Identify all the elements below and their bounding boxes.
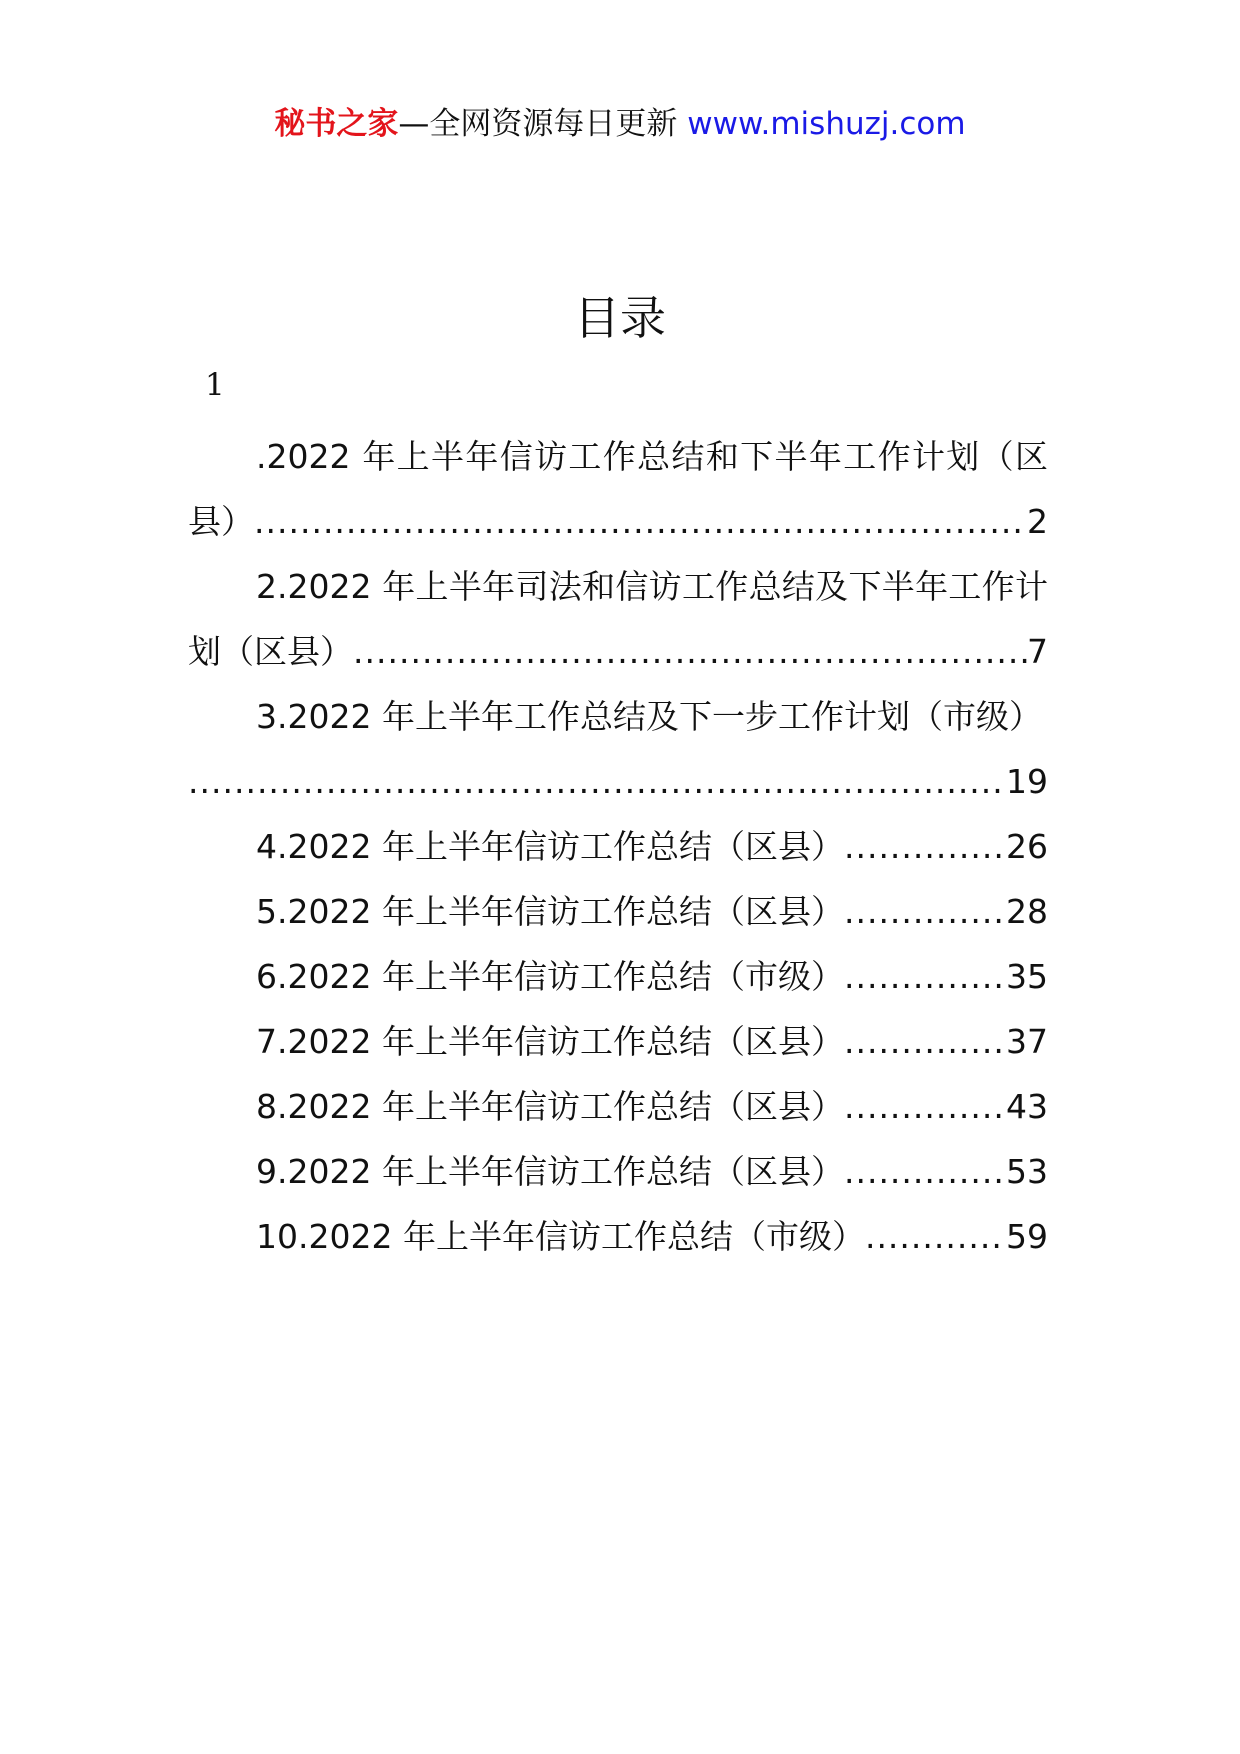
toc-entry-1-line-2[interactable] bbox=[188, 489, 1048, 554]
toc-leader-dots bbox=[844, 1009, 1006, 1074]
toc-leader-dots bbox=[844, 944, 1006, 1009]
toc-leader-dots bbox=[188, 749, 1006, 814]
toc-entry-6[interactable] bbox=[188, 944, 1048, 1009]
toc-leader-dots bbox=[844, 1139, 1006, 1204]
toc-page-number: 43 bbox=[1006, 1087, 1048, 1126]
toc-entry-10[interactable] bbox=[188, 1204, 1048, 1269]
toc-leader-dots bbox=[844, 1074, 1006, 1139]
toc-entry-title: 10.2022 年上半年信访工作总结（市级） bbox=[256, 1217, 865, 1256]
site-header bbox=[0, 100, 1240, 148]
toc-page-number: 35 bbox=[1006, 957, 1048, 996]
toc-leader-dots bbox=[844, 879, 1006, 944]
page-marker-number: 1 bbox=[205, 367, 225, 403]
toc-entry-title: 2.2022 年上半年司法和信访工作总结及下半年工作计 bbox=[256, 567, 1048, 606]
toc-leader-dots bbox=[254, 489, 1027, 554]
toc-entry-title-continued: 划（区县） bbox=[188, 632, 353, 671]
toc-page-number: 7 bbox=[1027, 632, 1048, 671]
header-tagline: —全网资源每日更新 bbox=[398, 106, 678, 142]
toc-entry-2-line-2[interactable] bbox=[188, 619, 1048, 684]
toc-entry-title: 6.2022 年上半年信访工作总结（市级） bbox=[256, 957, 844, 996]
toc-entry-3-line-2[interactable] bbox=[188, 749, 1048, 814]
toc-leader-dots bbox=[865, 1204, 1006, 1269]
site-url-link[interactable]: www.mishuzj.com bbox=[687, 106, 966, 142]
toc-entry-4[interactable] bbox=[188, 814, 1048, 879]
toc-page-number: 53 bbox=[1006, 1152, 1048, 1191]
toc-entry-8[interactable] bbox=[188, 1074, 1048, 1139]
toc-entry-title: 3.2022 年上半年工作总结及下一步工作计划（市级） bbox=[256, 697, 1042, 736]
toc-entry-7[interactable] bbox=[188, 1009, 1048, 1074]
toc-page-number: 2 bbox=[1027, 502, 1048, 541]
toc-page-number: 26 bbox=[1006, 827, 1048, 866]
toc-page-number: 19 bbox=[1006, 762, 1048, 801]
toc-entry-title: 9.2022 年上半年信访工作总结（区县） bbox=[256, 1152, 844, 1191]
brand-name: 秘书之家 bbox=[274, 106, 399, 142]
toc-entry-title: 7.2022 年上半年信访工作总结（区县） bbox=[256, 1022, 844, 1061]
toc-entry-title: .2022 年上半年信访工作总结和下半年工作计划（区 bbox=[256, 437, 1048, 476]
toc-entry-1-line-1[interactable] bbox=[188, 424, 1048, 489]
table-of-contents bbox=[188, 424, 1048, 1269]
toc-entry-title-continued: 县） bbox=[188, 502, 254, 541]
toc-entry-title: 4.2022 年上半年信访工作总结（区县） bbox=[256, 827, 844, 866]
toc-entry-title: 5.2022 年上半年信访工作总结（区县） bbox=[256, 892, 844, 931]
toc-entry-title: 8.2022 年上半年信访工作总结（区县） bbox=[256, 1087, 844, 1126]
toc-entry-3-line-1[interactable] bbox=[188, 684, 1048, 749]
toc-leader-dots bbox=[353, 619, 1027, 684]
toc-leader-dots bbox=[844, 814, 1006, 879]
toc-page-number: 28 bbox=[1006, 892, 1048, 931]
toc-entry-9[interactable] bbox=[188, 1139, 1048, 1204]
toc-page-number: 37 bbox=[1006, 1022, 1048, 1061]
toc-page-number: 59 bbox=[1006, 1217, 1048, 1256]
toc-entry-5[interactable] bbox=[188, 879, 1048, 944]
toc-entry-2-line-1[interactable] bbox=[188, 554, 1048, 619]
toc-title: 目录 bbox=[574, 291, 666, 345]
